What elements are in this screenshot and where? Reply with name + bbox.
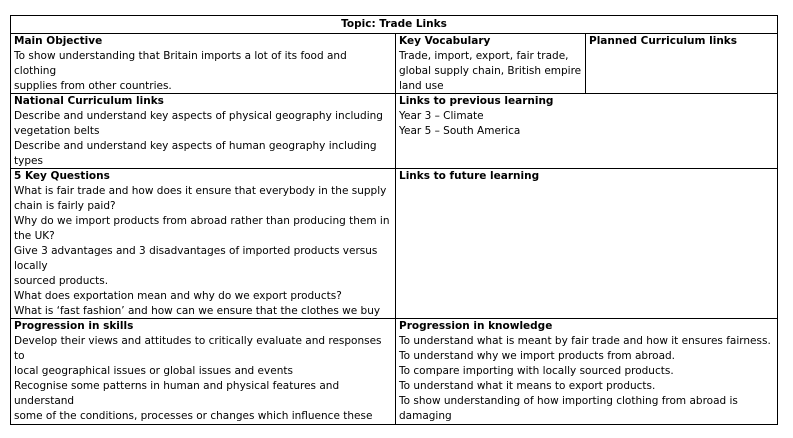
main-objective-heading: Main Objective	[14, 35, 103, 47]
progression-knowledge-line: To understand what it means to export products.	[399, 380, 656, 392]
previous-learning-cell	[395, 93, 778, 169]
key-vocabulary-line: Trade, import, export, fair trade,	[399, 50, 569, 62]
key-question-line: sourced products.	[14, 275, 109, 287]
planned-curriculum-heading: Planned Curriculum links	[589, 35, 738, 47]
previous-learning-heading: Links to previous learning	[399, 95, 554, 107]
key-question-line: the UK?	[14, 230, 55, 242]
topic-title: Topic: Trade Links	[341, 18, 447, 30]
progression-skills-line: local geographical issues or global issues and events	[14, 365, 293, 377]
progression-skills-cell	[10, 318, 396, 425]
progression-knowledge-heading: Progression in knowledge	[399, 320, 553, 332]
key-question-line: What is ‘fast fashion’ and how can we ensure that the clothes we buy	[14, 305, 381, 317]
progression-skills-line: Develop their views and attitudes to critically evaluate and responses to	[14, 335, 382, 362]
national-curriculum-line: vegetation belts	[14, 125, 100, 137]
future-learning-heading: Links to future learning	[399, 170, 540, 182]
main-objective-cell	[10, 33, 396, 94]
progression-knowledge-line: To understand why we import products from abroad.	[399, 350, 676, 362]
progression-knowledge-line: To compare importing with locally sourced products.	[399, 365, 674, 377]
progression-knowledge-line: To show understanding of how importing clothing from abroad is damaging	[399, 395, 738, 422]
key-question-line: Why do we import products from abroad rather than producing them in	[14, 215, 390, 227]
national-curriculum-line: Describe and understand key aspects of physical geography including	[14, 110, 383, 122]
main-objective-line: To show understanding that Britain imports a lot of its food and clothing	[14, 50, 347, 77]
progression-skills-line: Recognise some patterns in human and physical features and understand	[14, 380, 340, 407]
previous-learning-line: Year 5 – South America	[399, 125, 521, 137]
key-vocabulary-line: land use	[399, 80, 444, 92]
topic-header	[10, 15, 778, 34]
key-vocabulary-line: global supply chain, British empire	[399, 65, 582, 77]
progression-knowledge-line: To understand what is meant by fair trade and how it ensures fairness.	[399, 335, 771, 347]
key-questions-cell	[10, 168, 396, 319]
planned-curriculum-cell	[585, 33, 778, 94]
key-questions-heading: 5 Key Questions	[14, 170, 110, 182]
future-learning-cell	[395, 168, 778, 319]
key-question-line: chain is fairly paid?	[14, 200, 116, 212]
national-curriculum-line: Describe and understand key aspects of human geography including types	[14, 140, 377, 167]
national-curriculum-heading: National Curriculum links	[14, 95, 164, 107]
key-question-line: What is fair trade and how does it ensure that everybody in the supply	[14, 185, 387, 197]
previous-learning-line: Year 3 – Climate	[399, 110, 484, 122]
progression-skills-line	[14, 424, 392, 425]
key-vocabulary-cell	[395, 33, 586, 94]
main-objective-line: supplies from other countries.	[14, 80, 172, 92]
key-question-line: What does exportation mean and why do we export products?	[14, 290, 342, 302]
progression-skills-heading: Progression in skills	[14, 320, 134, 332]
key-vocabulary-heading: Key Vocabulary	[399, 35, 491, 47]
national-curriculum-cell	[10, 93, 396, 169]
key-question-line: Give 3 advantages and 3 disadvantages of imported products versus locally	[14, 245, 378, 272]
progression-knowledge-cell	[395, 318, 778, 425]
progression-knowledge-line	[399, 424, 774, 425]
progression-skills-line: some of the conditions, processes or changes which influence these	[14, 410, 373, 422]
